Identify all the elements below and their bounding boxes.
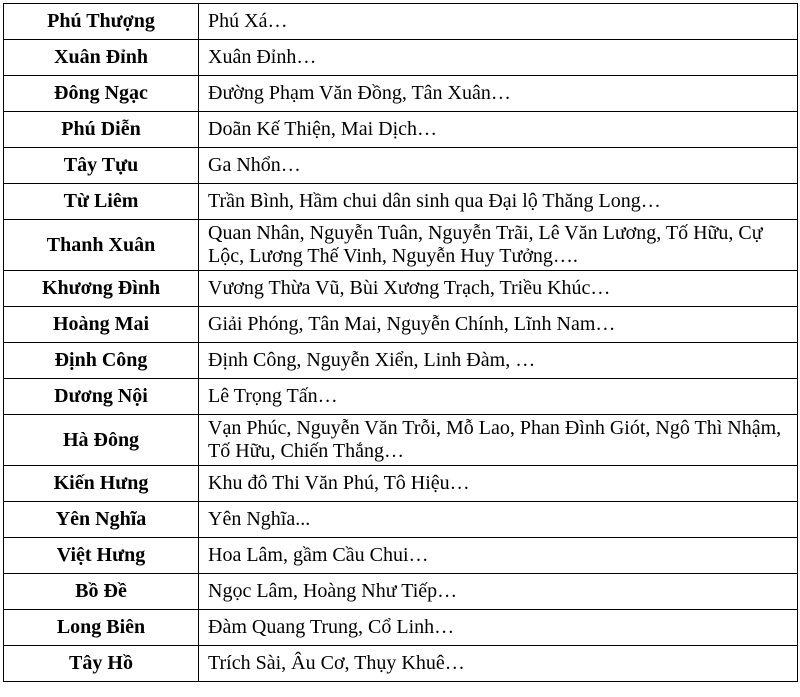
ward-name: Bồ Đề — [4, 574, 199, 610]
ward-name: Khương Đình — [4, 271, 199, 307]
street-list: Vương Thừa Vũ, Bùi Xương Trạch, Triều Khúc… — [199, 271, 798, 307]
table-row — [4, 148, 798, 184]
ward-name: Thanh Xuân — [4, 220, 199, 271]
table-row — [4, 646, 798, 682]
street-list: Lê Trọng Tấn… — [199, 379, 798, 415]
street-list: Phú Xá… — [199, 4, 798, 40]
table-row — [4, 112, 798, 148]
street-list: Doãn Kế Thiện, Mai Dịch… — [199, 112, 798, 148]
ward-name: Yên Nghĩa — [4, 502, 199, 538]
table-row — [4, 466, 798, 502]
table-row — [4, 76, 798, 112]
table-row — [4, 379, 798, 415]
ward-name: Hoàng Mai — [4, 307, 199, 343]
table-row — [4, 415, 798, 466]
ward-name: Hà Đông — [4, 415, 199, 466]
ward-name: Phú Diễn — [4, 112, 199, 148]
ward-name: Từ Liêm — [4, 184, 199, 220]
ward-name: Việt Hưng — [4, 538, 199, 574]
ward-name: Dương Nội — [4, 379, 199, 415]
table-row — [4, 538, 798, 574]
table-row — [4, 343, 798, 379]
table-row — [4, 271, 798, 307]
street-list: Vạn Phúc, Nguyễn Văn Trỗi, Mỗ Lao, Phan Đình Giót, Ngô Thì Nhậm, Tố Hữu, Chiến Thắng… — [199, 415, 798, 466]
street-list: Trích Sài, Âu Cơ, Thụy Khuê… — [199, 646, 798, 682]
ward-name: Định Công — [4, 343, 199, 379]
ward-street-table — [3, 3, 798, 682]
ward-name: Long Biên — [4, 610, 199, 646]
street-list: Khu đô Thi Văn Phú, Tô Hiệu… — [199, 466, 798, 502]
ward-name: Xuân Đỉnh — [4, 40, 199, 76]
table-row — [4, 502, 798, 538]
table-row — [4, 610, 798, 646]
table-row — [4, 307, 798, 343]
street-list: Hoa Lâm, gầm Cầu Chui… — [199, 538, 798, 574]
street-list: Giải Phóng, Tân Mai, Nguyễn Chính, Lĩnh Nam… — [199, 307, 798, 343]
ward-name: Phú Thượng — [4, 4, 199, 40]
table-row — [4, 184, 798, 220]
table-row — [4, 4, 798, 40]
street-list: Quan Nhân, Nguyễn Tuân, Nguyễn Trãi, Lê Văn Lương, Tố Hữu, Cự Lộc, Lương Thế Vinh, Nguyễn Huy Tưởng…. — [199, 220, 798, 271]
street-list: Yên Nghĩa... — [199, 502, 798, 538]
ward-name: Đông Ngạc — [4, 76, 199, 112]
street-list: Xuân Đỉnh… — [199, 40, 798, 76]
ward-name: Tây Tựu — [4, 148, 199, 184]
street-list: Định Công, Nguyễn Xiển, Linh Đàm, … — [199, 343, 798, 379]
table-row — [4, 40, 798, 76]
table-row — [4, 574, 798, 610]
street-list: Ga Nhổn… — [199, 148, 798, 184]
street-list: Đường Phạm Văn Đồng, Tân Xuân… — [199, 76, 798, 112]
street-list: Đàm Quang Trung, Cổ Linh… — [199, 610, 798, 646]
ward-name: Tây Hồ — [4, 646, 199, 682]
table-row — [4, 220, 798, 271]
ward-name: Kiến Hưng — [4, 466, 199, 502]
street-list: Ngọc Lâm, Hoàng Như Tiếp… — [199, 574, 798, 610]
street-list: Trần Bình, Hầm chui dân sinh qua Đại lộ Thăng Long… — [199, 184, 798, 220]
